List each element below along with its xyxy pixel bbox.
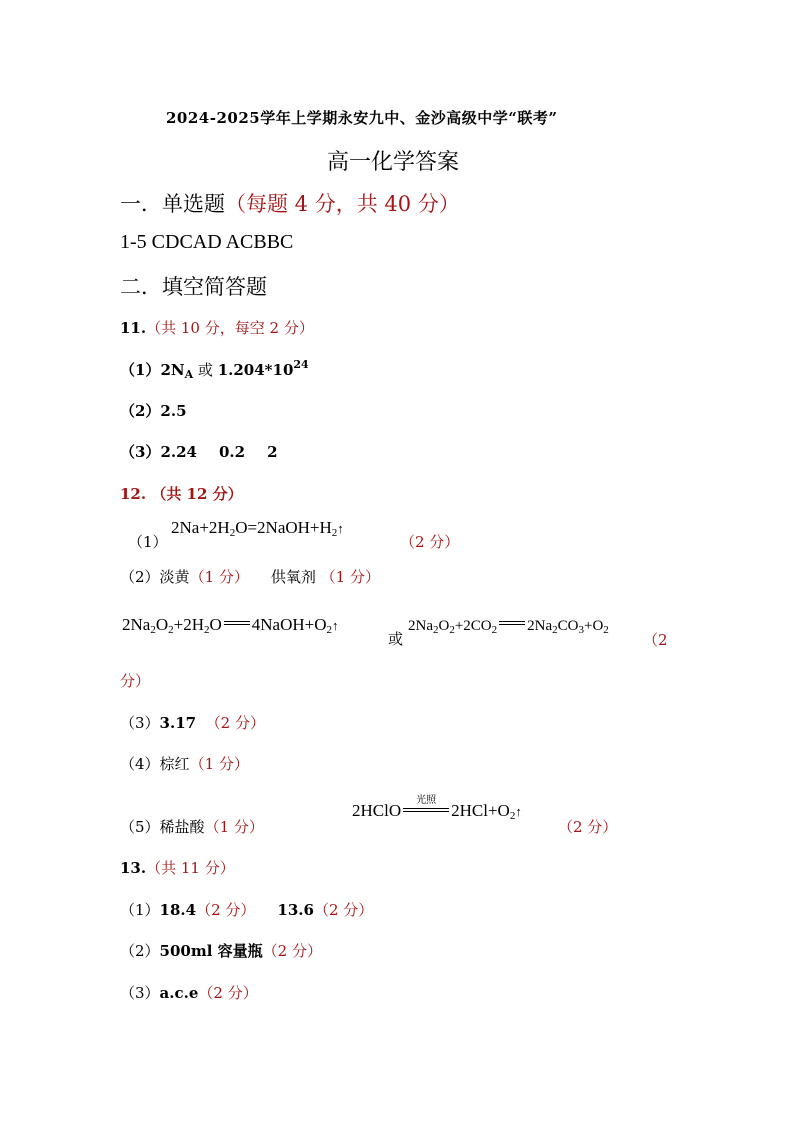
answer-value: 1.204*10 xyxy=(217,361,294,379)
equation-na-water: $2Na+2H_2O=2NaOH+H_2↑$ xyxy=(171,518,344,539)
answer-value: 供氧剂 xyxy=(270,568,316,586)
score: （1 分） xyxy=(204,818,264,836)
part-prefix: （2） xyxy=(120,942,160,960)
answer-value: 淡黄 xyxy=(159,568,190,586)
q12-part-4 xyxy=(120,753,249,774)
equation-or: 或 xyxy=(388,630,404,648)
q11-number: 11. xyxy=(120,319,147,337)
q13-part-2 xyxy=(120,940,322,961)
q13-number: 13. xyxy=(120,859,147,877)
or-text: 或 xyxy=(193,361,218,379)
equation-score-part-a: （2 xyxy=(643,631,668,649)
q12-part-2 xyxy=(120,566,380,587)
exam-header: 2024-2025学年上学期永安九中、金沙高级中学“联考” xyxy=(166,109,558,127)
page-title: 高一化学答案 xyxy=(327,150,460,175)
q13-heading xyxy=(120,857,235,878)
part-prefix: （5） xyxy=(120,818,160,836)
equation-na2o2-co2: $2Na_2O_2+2CO_2$ $2Na_2CO_3+O_2$ xyxy=(408,618,609,636)
score: （1 分） xyxy=(320,568,380,586)
part-prefix: （2） xyxy=(120,568,160,586)
score: （2 分） xyxy=(205,714,265,732)
superscript: 24 xyxy=(293,358,309,371)
q12-part-5 xyxy=(120,816,264,837)
part-prefix: （1） xyxy=(120,901,160,919)
q12-part-1-score: （2 分） xyxy=(400,533,460,551)
q13-part-1 xyxy=(120,899,373,920)
q12-heading: 12. （共 12 分） xyxy=(120,485,243,503)
answer-value: 3.17 xyxy=(159,714,197,732)
score: （2 分） xyxy=(196,901,256,919)
equation-na2o2-water: $2Na_2O_2+2H_2O$ $4NaOH+O_2↑$ xyxy=(122,615,339,636)
answer-value: 2.24 xyxy=(160,443,197,461)
section-2-heading: 二．填空简答题 xyxy=(120,275,267,299)
reaction-condition: 光照 xyxy=(416,795,437,806)
score: （2 分） xyxy=(313,901,374,919)
answer-value: 稀盐酸 xyxy=(159,818,205,836)
q11-part-2: （2）2.5 xyxy=(120,402,187,420)
part-prefix: （3） xyxy=(120,714,160,732)
q12-part-5-equation-score: （2 分） xyxy=(558,818,618,836)
score: （1 分） xyxy=(189,755,249,773)
mc-answers: 1-5 CDCAD ACBBC xyxy=(120,231,294,253)
answer-value: 0.2 xyxy=(218,443,246,461)
q11-score: （共 10 分，每空 2 分） xyxy=(146,319,314,337)
q11-part-3 xyxy=(120,441,278,462)
score: （2 分） xyxy=(262,942,322,960)
q13-part-3 xyxy=(120,982,258,1003)
q12-part-1-prefix: （1） xyxy=(128,533,168,551)
answer-value: 2 xyxy=(267,443,278,461)
subscript: A xyxy=(184,368,194,381)
q11-heading xyxy=(120,317,314,338)
answer-value: 500ml 容量瓶 xyxy=(159,942,263,960)
q11-part-1 xyxy=(120,358,309,381)
equation-hclo-decomposition: 2HClO 光照 $2HCl+O_2↑$ xyxy=(352,801,522,822)
section-1-label: 一．单选题 xyxy=(120,192,225,216)
answer-value: 棕红 xyxy=(159,755,190,773)
section-1-heading xyxy=(120,188,460,218)
answer-value: 18.4 xyxy=(159,901,197,919)
answer-value: 13.6 xyxy=(277,901,314,919)
part-prefix: （3） xyxy=(120,984,160,1002)
answer-value: a.c.e xyxy=(159,984,199,1002)
q13-score: （共 11 分） xyxy=(146,859,235,877)
section-1-score: （每题 4 分，共 40 分） xyxy=(225,192,460,216)
answer-value: 2N xyxy=(160,361,185,379)
score: （2 分） xyxy=(198,984,258,1002)
score: （1 分） xyxy=(189,568,249,586)
part-prefix: （1） xyxy=(120,361,161,379)
part-prefix: （3） xyxy=(120,443,161,461)
q12-part-3 xyxy=(120,712,265,733)
equation-score-part-b: 分） xyxy=(120,672,151,690)
part-prefix: （4） xyxy=(120,755,160,773)
